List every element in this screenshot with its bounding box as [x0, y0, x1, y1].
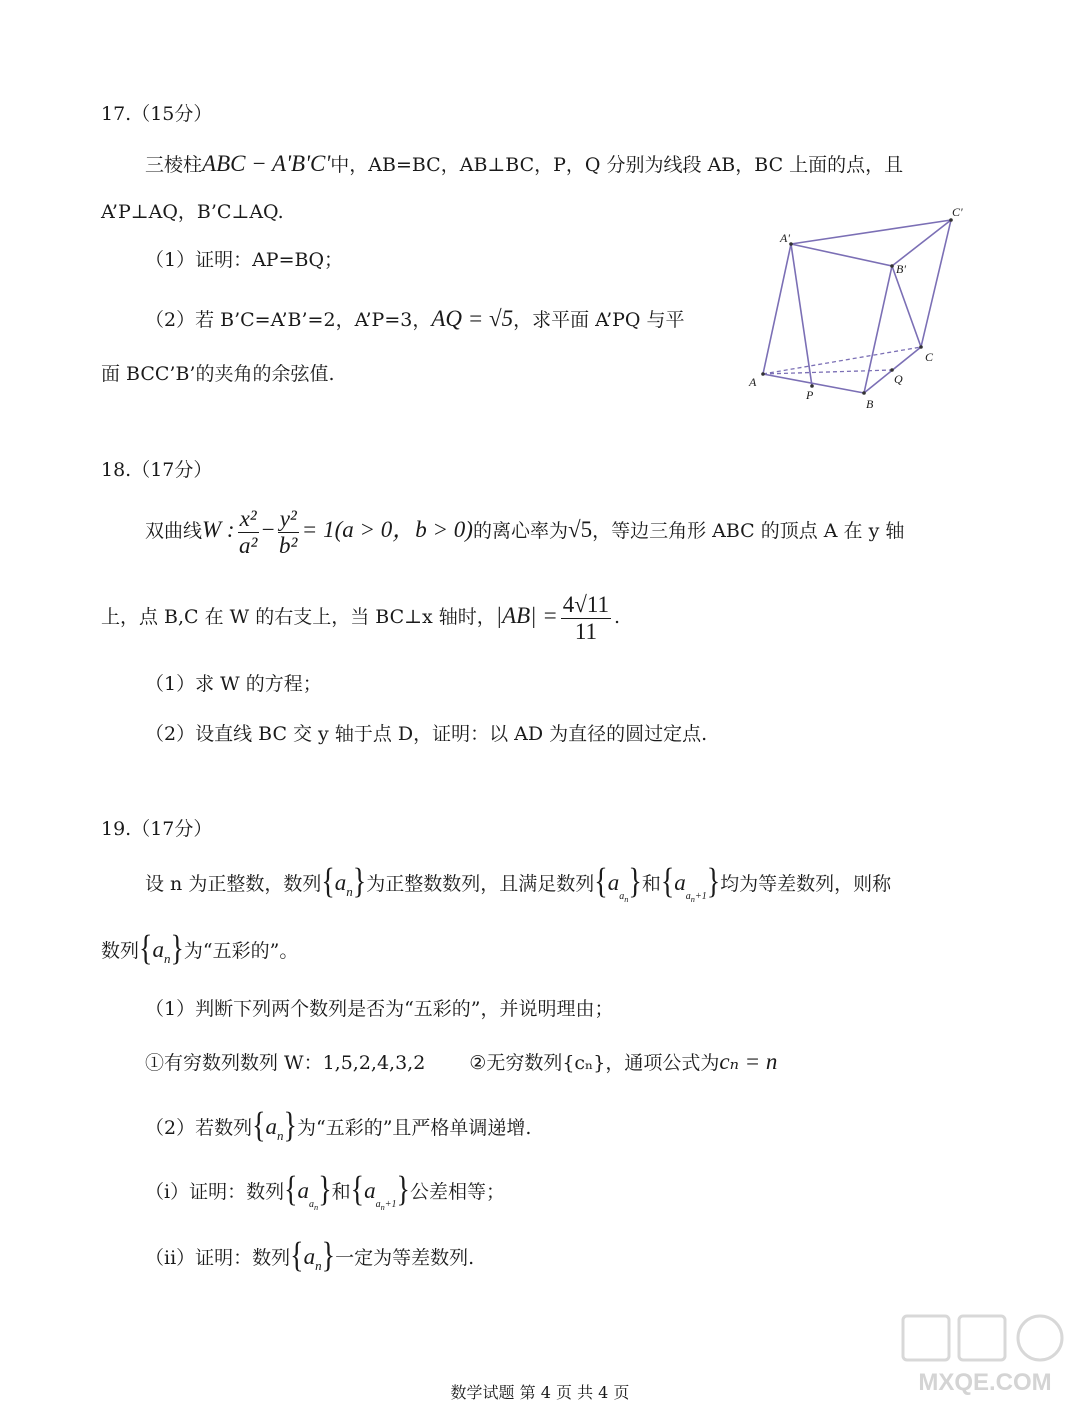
label-b: B — [866, 397, 874, 410]
q18-part1: （1）求 W 的方程； — [145, 673, 322, 695]
label-a: A — [749, 375, 757, 389]
frac-y2-b2: $\frac{\text{y²}}{\text{b²}}$ — [279, 505, 298, 558]
q17-header: 17.（15分） — [101, 103, 213, 125]
q19-item1: ①有穷数列数列 W：1,5,2,4,3,2 — [145, 1052, 426, 1074]
q19-items: ①有穷数列数列 W：1,5,2,4,3,2 ②无穷数列{cₙ}，通项公式为cₙ = n — [145, 1049, 778, 1074]
q19-sub-ii: （ii）证明：数列$\{a_n\}$一定为等差数列. — [145, 1235, 475, 1276]
q17-part1: （1）证明：AP=BQ； — [145, 249, 344, 271]
watermark-logo — [895, 1310, 1075, 1400]
q18-line1: 双曲线W : $\frac{\text{x²}}{\text{a²}}$ − $\frac{\text{y²}}{\text{b²}}$ = 1(a > 0，b > 0)的离心率为√5，等边三角形 ABC 的顶点 A 在 y 轴 — [145, 505, 905, 558]
q17-intro: 三棱柱ABC − A'B'C'中，AB=BC，AB⊥BC，P，Q 分别为线段 AB，BC 上面的点，且 — [145, 151, 904, 176]
q17-part2: （2）若 B’C=A’B’=2，A’P=3，AQ = √5，求平面 A’PQ 与平 — [145, 306, 685, 331]
q19-line2: 数列$\{a_n\}$为“五彩的”。 — [101, 928, 299, 969]
q19-line1: 设 n 为正整数，数列$\{a_n\}$为正整数数列，且满足数列$\{a_{a_n}\}$和$\{a_{a_n+1}\}$均为等差数列，则称 — [145, 861, 892, 904]
label-c1: C' — [952, 205, 963, 219]
q19-part1: （1）判断下列两个数列是否为“五彩的”，并说明理由； — [145, 998, 614, 1020]
label-p: P — [806, 388, 814, 402]
label-b1: B' — [896, 262, 906, 276]
aq-equation: AQ = √5 — [431, 306, 514, 331]
prism-name: ABC − A'B'C' — [202, 151, 331, 176]
edge-ab — [763, 374, 864, 393]
q18-header: 18.（17分） — [101, 459, 213, 481]
edge-b1c — [892, 266, 921, 347]
q17-part2-cont: 面 BCC’B’的夹角的余弦值. — [101, 363, 335, 385]
q19-item2: ②无穷数列{cₙ}，通项公式为 — [469, 1052, 720, 1074]
q19-header: 19.（17分） — [101, 818, 213, 840]
edge-a1a — [763, 244, 791, 374]
frac-4sqrt11-11: $\frac{4√11}{11}$ — [562, 591, 610, 644]
q19-sub-i: （i）证明：数列$\{a_{a_n}\}$和$\{a_{a_n+1}\}$公差相等； — [145, 1169, 506, 1212]
edge-ac-hidden — [763, 347, 921, 374]
edge-a1p — [791, 244, 812, 386]
q17-condition: A’P⊥AQ，B’C⊥AQ. — [101, 201, 284, 223]
edge-aq-hidden — [763, 370, 892, 374]
label-c: C — [925, 350, 934, 364]
prism-figure — [740, 200, 980, 410]
q18-part2: （2）设直线 BC 交 y 轴于点 D，证明：以 AD 为直径的圆过定点. — [145, 723, 708, 745]
svg-text:MXQE.COM: MXQE.COM — [918, 1369, 1052, 1396]
q18-line2: 上，点 B,C 在 W 的右支上，当 BC⊥x 轴时，|AB| = $\frac{4√11}{11}$ . — [101, 591, 621, 644]
label-a1: A' — [780, 231, 790, 245]
edge-a1c1 — [791, 220, 951, 244]
q19-part2: （2）若数列$\{a_n\}$为“五彩的”且严格单调递增. — [145, 1105, 532, 1146]
page-footer: 数学试题 第 4 页 共 4 页 — [450, 1383, 630, 1402]
frac-x2-a2: $\frac{\text{x²}}{\text{a²}}$ — [238, 505, 258, 558]
edge-a1b1 — [791, 244, 892, 266]
label-q: Q — [894, 372, 903, 386]
